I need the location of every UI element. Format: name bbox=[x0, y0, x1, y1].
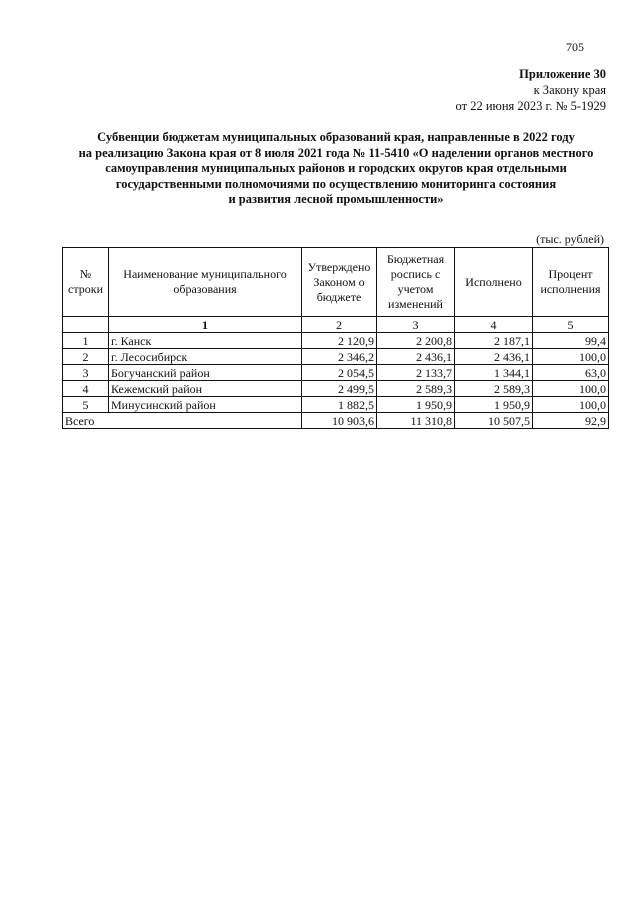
schedule-value: 2 200,8 bbox=[377, 333, 455, 349]
percent-value: 63,0 bbox=[533, 365, 609, 381]
executed-value: 2 589,3 bbox=[455, 381, 533, 397]
percent-value: 100,0 bbox=[533, 349, 609, 365]
title-line: государственными полномочиями по осуществлению мониторинга состояния bbox=[115, 176, 557, 191]
total-row bbox=[63, 413, 609, 429]
header-municipality: Наименование муниципального образования bbox=[109, 248, 302, 317]
subsidies-table bbox=[62, 247, 609, 429]
table-header-row bbox=[63, 248, 609, 317]
header-approved: Утверждено Законом о бюджете bbox=[302, 248, 377, 317]
appendix-law: к Закону края bbox=[533, 83, 606, 97]
row-number: 1 bbox=[63, 333, 109, 349]
column-number: 5 bbox=[533, 317, 609, 333]
appendix-date: от 22 июня 2023 г. № 5-1929 bbox=[455, 99, 606, 113]
percent-value: 99,4 bbox=[533, 333, 609, 349]
total-schedule: 11 310,8 bbox=[377, 413, 455, 429]
column-number: 1 bbox=[109, 317, 302, 333]
schedule-value: 2 133,7 bbox=[377, 365, 455, 381]
row-number: 3 bbox=[63, 365, 109, 381]
schedule-value: 1 950,9 bbox=[377, 397, 455, 413]
approved-value: 2 120,9 bbox=[302, 333, 377, 349]
approved-value: 2 499,5 bbox=[302, 381, 377, 397]
header-executed: Исполнено bbox=[455, 248, 533, 317]
appendix-title: Приложение 30 bbox=[519, 67, 606, 81]
approved-value: 2 346,2 bbox=[302, 349, 377, 365]
title-line: самоуправления муниципальных районов и городских округов края отдельными bbox=[105, 161, 567, 175]
title-line: Субвенции бюджетам муниципальных образований края, направленные в 2022 году bbox=[97, 130, 575, 144]
approved-value: 2 054,5 bbox=[302, 365, 377, 381]
table-row bbox=[63, 397, 609, 413]
municipality-name: г. Лесосибирск bbox=[109, 349, 302, 365]
table-row bbox=[63, 333, 609, 349]
municipality-name: Кежемский район bbox=[109, 381, 302, 397]
table-row bbox=[63, 381, 609, 397]
header-budget-schedule: Бюджетная роспись с учетом изменений bbox=[377, 248, 455, 317]
total-approved: 10 903,6 bbox=[302, 413, 377, 429]
row-number: 5 bbox=[63, 397, 109, 413]
total-executed: 10 507,5 bbox=[455, 413, 533, 429]
municipality-name: г. Канск bbox=[109, 333, 302, 349]
column-numbers-row bbox=[63, 317, 609, 333]
table-row bbox=[63, 365, 609, 381]
header-row-number: № строки bbox=[63, 248, 109, 317]
row-number: 2 bbox=[63, 349, 109, 365]
schedule-value: 2 436,1 bbox=[377, 349, 455, 365]
column-number: 4 bbox=[455, 317, 533, 333]
header-percent: Процент исполнения bbox=[533, 248, 609, 317]
row-number: 4 bbox=[63, 381, 109, 397]
table-row bbox=[63, 349, 609, 365]
approved-value: 1 882,5 bbox=[302, 397, 377, 413]
units-note: (тыс. рублей) bbox=[536, 232, 604, 246]
municipality-name: Минусинский район bbox=[109, 397, 302, 413]
appendix-reference bbox=[456, 66, 606, 114]
title-line: на реализацию Закона края от 8 июля 2021 года № 11-5410 «О наделении органов местного bbox=[78, 145, 594, 160]
executed-value: 2 436,1 bbox=[455, 349, 533, 365]
title-line: и развития лесной промышленности» bbox=[228, 192, 444, 206]
percent-value: 100,0 bbox=[533, 397, 609, 413]
municipality-name: Богучанский район bbox=[109, 365, 302, 381]
executed-value: 1 344,1 bbox=[455, 365, 533, 381]
schedule-value: 2 589,3 bbox=[377, 381, 455, 397]
total-percent: 92,9 bbox=[533, 413, 609, 429]
executed-value: 2 187,1 bbox=[455, 333, 533, 349]
total-label: Всего bbox=[63, 413, 302, 429]
page-number: 705 bbox=[566, 40, 584, 54]
column-number: 3 bbox=[377, 317, 455, 333]
column-number-blank bbox=[63, 317, 109, 333]
column-number: 2 bbox=[302, 317, 377, 333]
executed-value: 1 950,9 bbox=[455, 397, 533, 413]
percent-value: 100,0 bbox=[533, 381, 609, 397]
document-title bbox=[40, 130, 632, 208]
